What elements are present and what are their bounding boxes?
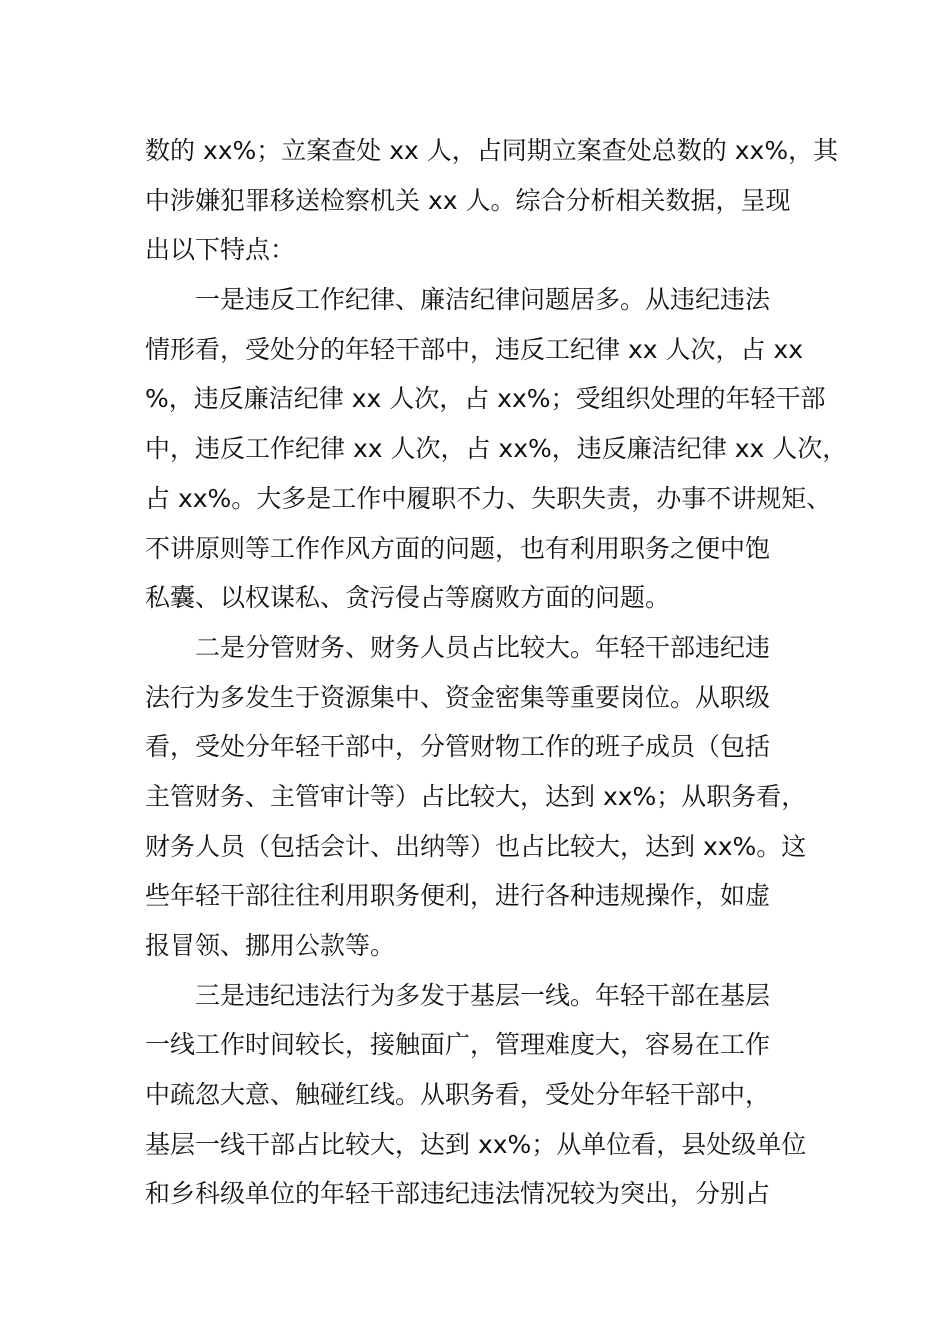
paragraph-start-line: 三是违纪违法行为多发于基层一线。年轻干部在基层 [145, 980, 771, 1010]
text-line: 情形看，受处分的年轻干部中，违反工纪律 xx 人次，占 xx [145, 334, 804, 364]
document-body [145, 126, 848, 1219]
text-line: 主管财务、主管审计等）占比较大，达到 xx%；从职务看， [145, 781, 807, 811]
text-line: 基层一线干部占比较大，达到 xx%；从单位看，县处级单位 [145, 1129, 807, 1159]
text-line: 和乡科级单位的年轻干部违纪违法情况较为突出，分别占 [145, 1179, 771, 1209]
text-line: 出以下特点： [145, 235, 296, 265]
text-line: 一线工作时间较长，接触面广，管理难度大，容易在工作 [145, 1030, 771, 1060]
paragraph-start-line: 一是违反工作纪律、廉洁纪律问题居多。从违纪违法 [145, 285, 771, 315]
text-line: 中疏忽大意、触碰红线。从职务看，受处分年轻干部中， [145, 1080, 771, 1110]
text-line: 报冒领、挪用公款等。 [145, 931, 396, 960]
text-line: 中涉嫌犯罪移送检察机关 xx 人。综合分析相关数据，呈现 [145, 185, 791, 215]
text-line: 不讲原则等工作作风方面的问题，也有利用职务之便中饱 [145, 533, 771, 563]
text-line: 法行为多发生于资源集中、资金密集等重要岗位。从职级 [145, 682, 771, 712]
text-line: 私囊、以权谋私、贪污侵占等腐败方面的问题。 [145, 583, 671, 613]
paragraph-start-line: 二是分管财务、财务人员占比较大。年轻干部违纪违 [145, 632, 771, 662]
text-line: %，违反廉洁纪律 xx 人次，占 xx%；受组织处理的年轻干部 [145, 384, 826, 414]
text-line: 财务人员（包括会计、出纳等）也占比较大，达到 xx%。这 [145, 831, 807, 861]
text-line: 看，受处分年轻干部中，分管财物工作的班子成员（包括 [145, 732, 771, 762]
text-line: 些年轻干部往往利用职务便利，进行各种违规操作，如虚 [145, 881, 771, 911]
text-line: 中，违反工作纪律 xx 人次，占 xx%，违反廉洁纪律 xx 人次， [145, 434, 848, 464]
text-line: 数的 xx%；立案查处 xx 人，占同期立案查处总数的 xx%，其 [145, 136, 839, 165]
text-line: 占 xx%。大多是工作中履职不力、失职失责，办事不讲规矩、 [145, 483, 832, 513]
